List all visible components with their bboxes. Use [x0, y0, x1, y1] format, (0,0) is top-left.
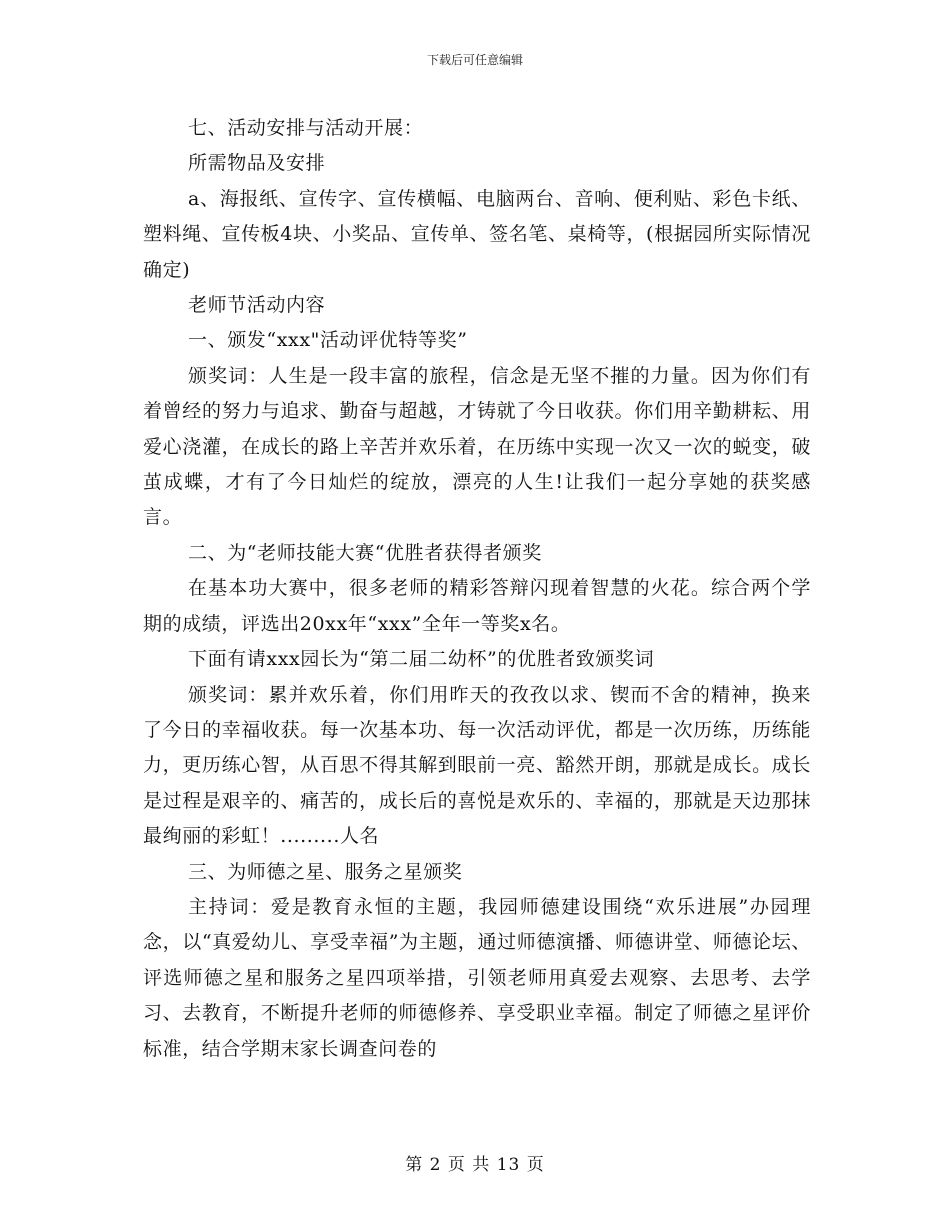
section-heading-activity-arrangement: 七、活动安排与活动开展： — [188, 117, 424, 139]
paragraph-teachers-day-content: 老师节活动内容 — [188, 294, 326, 317]
document-body — [143, 111, 811, 1067]
paragraph-award-speech-two: 颁奖词：累并欢乐着，你们用昨天的孜孜以求、锲而不舍的精神，换来了今日的幸福收获。每一次基本功、每一次活动评优，都是一次历练，历练能力，更历练心智，从百思不得其解到眼前一亮、豁然开朗，那就是成长。成长是过程是艰辛的、痛苦的，成长后的喜悦是欢乐的、幸福的，那就是天边那抹最绚丽的彩虹！.........人名 — [143, 683, 811, 848]
page-footer: 第 2 页 共 13 页 — [405, 1155, 545, 1175]
paragraph-required-items: 所需物品及安排 — [188, 152, 326, 175]
paragraph-contest-summary: 在基本功大赛中，很多老师的精彩答辩闪现着智慧的火花。综合两个学期的成绩，评选出20xx年“xxx”全年一等奖x名。 — [143, 577, 811, 635]
paragraph-item-list: a、海报纸、宣传字、宣传横幅、电脑两台、音响、便利贴、彩色卡纸、塑料绳、宣传板4块、小奖品、宣传单、签名笔、桌椅等，(根据园所实际情况确定) — [143, 187, 811, 281]
section-heading-award-three: 三、为师德之星、服务之星颁奖 — [188, 860, 463, 883]
section-heading-award-one: 一、颁发“xxx"活动评优特等奖” — [188, 329, 468, 352]
paragraph-award-speech-one: 颁奖词：人生是一段丰富的旅程，信念是无坚不摧的力量。因为你们有着曾经的努力与追求、勤奋与超越，才铸就了今日收获。你们用辛勤耕耘、用爱心浇灌，在成长的路上辛苦并欢乐着，在历练中实现一次又一次的蜕变，破茧成蝶，才有了今日灿烂的绽放，漂亮的人生!让我们一起分享她的获奖感言。 — [143, 364, 811, 529]
section-heading-award-two: 二、为“老师技能大赛“优胜者获得者颁奖 — [188, 541, 542, 564]
page-header: 下载后可任意编辑 — [426, 53, 523, 67]
paragraph-host-speech: 主持词：爱是教育永恒的主题，我园师德建设围绕“欢乐进展”办园理念，以“真爱幼儿、享受幸福”为主题，通过师德演播、师德讲堂、师德论坛、评选师德之星和服务之星四项举措，引领老师用真爱去观察、去思考、去学习、去教育，不断提升老师的师德修养、享受职业幸福。制定了师德之星评价标准，结合学期末家长调查问卷的 — [143, 895, 811, 1060]
paragraph-invite-principal: 下面有请xxx园长为“第二届二幼杯”的优胜者致颁奖词 — [188, 648, 655, 671]
